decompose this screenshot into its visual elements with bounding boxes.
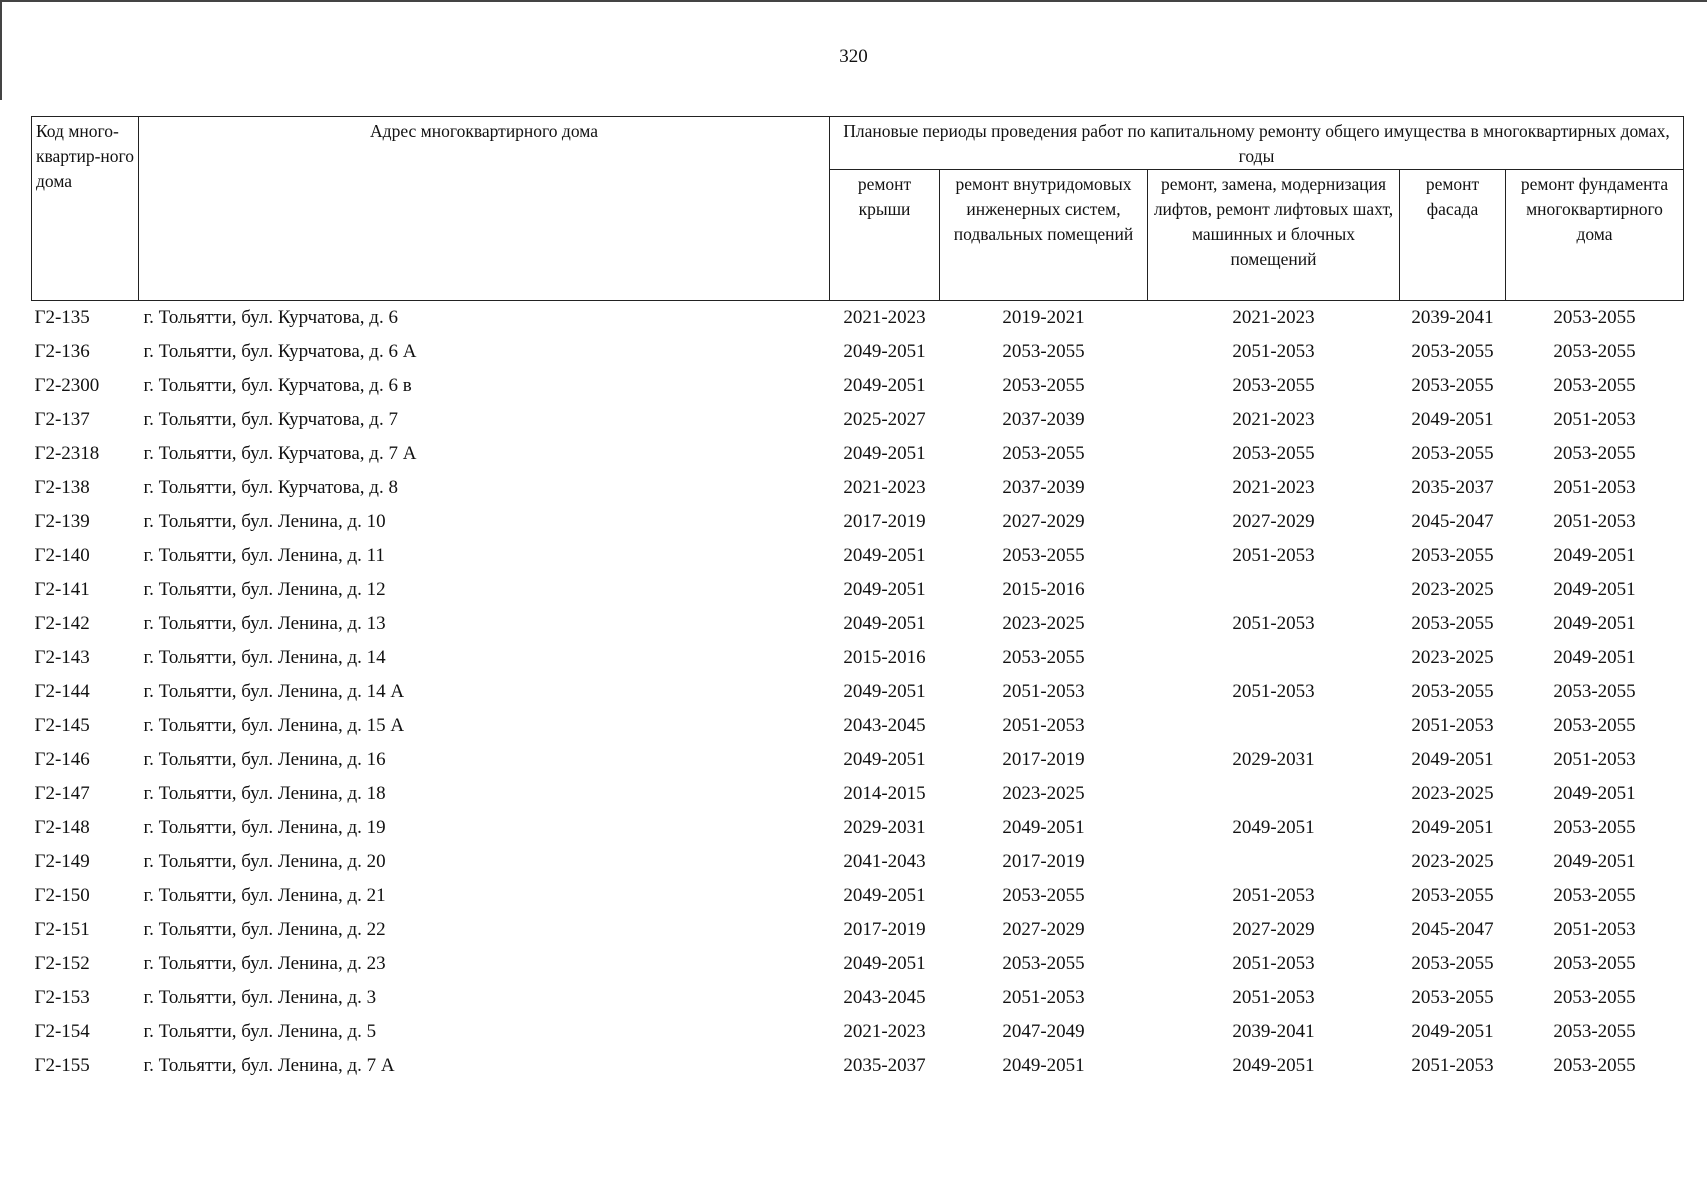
- cell-engineering: 2053-2055: [1002, 545, 1085, 566]
- cell-address: г. Тольятти, бул. Ленина, д. 12: [143, 579, 386, 600]
- cell-code: Г2-141: [34, 579, 90, 600]
- cell-elevators: 2027-2029: [1232, 511, 1315, 532]
- cell-engineering: 2053-2055: [1002, 647, 1085, 668]
- cell-elevators: 2051-2053: [1232, 681, 1315, 702]
- cell-engineering: 2037-2039: [1002, 409, 1085, 430]
- cell-engineering: 2017-2019: [1002, 749, 1085, 770]
- cell-code: Г2-154: [34, 1021, 90, 1042]
- cell-foundation: 2051-2053: [1553, 477, 1636, 498]
- cell-foundation: 2053-2055: [1553, 817, 1636, 838]
- table-row: [32, 947, 1684, 981]
- cell-address: г. Тольятти, бул. Курчатова, д. 7: [143, 409, 398, 430]
- cell-elevators: 2049-2051: [1232, 1055, 1315, 1076]
- cell-roof: 2049-2051: [843, 545, 926, 566]
- cell-engineering: 2051-2053: [1002, 681, 1085, 702]
- cell-foundation: 2053-2055: [1553, 681, 1636, 702]
- cell-address: г. Тольятти, бул. Курчатова, д. 6 А: [143, 341, 417, 362]
- cell-facade: 2023-2025: [1411, 783, 1494, 804]
- cell-foundation: 2051-2053: [1553, 919, 1636, 940]
- table-row: [32, 981, 1684, 1015]
- header-foundation: ремонт фундамента многоквартирного дома: [1506, 170, 1684, 301]
- table-row: [32, 573, 1684, 607]
- cell-facade: 2051-2053: [1411, 715, 1494, 736]
- cell-code: Г2-148: [34, 817, 90, 838]
- cell-engineering: 2051-2053: [1002, 987, 1085, 1008]
- cell-engineering: 2047-2049: [1002, 1021, 1085, 1042]
- cell-roof: 2043-2045: [843, 715, 926, 736]
- cell-facade: 2053-2055: [1411, 987, 1494, 1008]
- cell-code: Г2-145: [34, 715, 90, 736]
- cell-elevators: 2051-2053: [1232, 987, 1315, 1008]
- cell-address: г. Тольятти, бул. Курчатова, д. 7 А: [143, 443, 417, 464]
- cell-foundation: 2051-2053: [1553, 511, 1636, 532]
- header-address: Адрес многоквартирного дома: [139, 117, 830, 301]
- cell-address: г. Тольятти, бул. Курчатова, д. 8: [143, 477, 398, 498]
- cell-elevators: [1148, 777, 1400, 811]
- capital-repair-table: [31, 116, 1684, 1083]
- cell-address: г. Тольятти, бул. Ленина, д. 16: [143, 749, 386, 770]
- table-row: [32, 335, 1684, 369]
- cell-address: г. Тольятти, бул. Ленина, д. 7 А: [143, 1055, 395, 1076]
- cell-address: г. Тольятти, бул. Ленина, д. 5: [143, 1021, 377, 1042]
- table-row: [32, 301, 1684, 336]
- cell-roof: 2021-2023: [843, 307, 926, 328]
- table-row: [32, 845, 1684, 879]
- table-row: [32, 879, 1684, 913]
- cell-facade: 2053-2055: [1411, 885, 1494, 906]
- cell-engineering: 2023-2025: [1002, 613, 1085, 634]
- cell-foundation: 2053-2055: [1553, 885, 1636, 906]
- cell-address: г. Тольятти, бул. Ленина, д. 20: [143, 851, 386, 872]
- cell-foundation: 2053-2055: [1553, 307, 1636, 328]
- cell-code: Г2-149: [34, 851, 90, 872]
- cell-engineering: 2017-2019: [1002, 851, 1085, 872]
- cell-roof: 2049-2051: [843, 579, 926, 600]
- cell-engineering: 2053-2055: [1002, 953, 1085, 974]
- cell-roof: 2025-2027: [843, 409, 926, 430]
- table-row: [32, 1015, 1684, 1049]
- table-row: [32, 913, 1684, 947]
- table-row: [32, 675, 1684, 709]
- cell-address: г. Тольятти, бул. Ленина, д. 11: [143, 545, 385, 566]
- cell-foundation: 2053-2055: [1553, 375, 1636, 396]
- cell-foundation: 2053-2055: [1553, 341, 1636, 362]
- cell-roof: 2041-2043: [843, 851, 926, 872]
- cell-elevators: 2051-2053: [1232, 885, 1315, 906]
- cell-foundation: 2053-2055: [1553, 715, 1636, 736]
- cell-facade: 2049-2051: [1411, 409, 1494, 430]
- cell-facade: 2039-2041: [1411, 307, 1494, 328]
- cell-foundation: 2049-2051: [1553, 545, 1636, 566]
- cell-elevators: 2053-2055: [1232, 375, 1315, 396]
- cell-address: г. Тольятти, бул. Ленина, д. 23: [143, 953, 386, 974]
- cell-foundation: 2053-2055: [1553, 953, 1636, 974]
- header-roof: ремонт крыши: [830, 170, 940, 301]
- cell-elevators: 2021-2023: [1232, 307, 1315, 328]
- cell-code: Г2-137: [34, 409, 90, 430]
- cell-foundation: 2053-2055: [1553, 1021, 1636, 1042]
- cell-roof: 2021-2023: [843, 477, 926, 498]
- cell-code: Г2-151: [34, 919, 90, 940]
- cell-facade: 2053-2055: [1411, 681, 1494, 702]
- cell-address: г. Тольятти, бул. Курчатова, д. 6 в: [143, 375, 412, 396]
- cell-code: Г2-138: [34, 477, 90, 498]
- cell-facade: 2053-2055: [1411, 443, 1494, 464]
- cell-code: Г2-2318: [34, 443, 100, 464]
- cell-facade: 2053-2055: [1411, 953, 1494, 974]
- cell-elevators: 2021-2023: [1232, 409, 1315, 430]
- cell-elevators: 2051-2053: [1232, 953, 1315, 974]
- table-row: [32, 403, 1684, 437]
- cell-code: Г2-150: [34, 885, 90, 906]
- cell-address: г. Тольятти, бул. Ленина, д. 22: [143, 919, 386, 940]
- cell-foundation: 2049-2051: [1553, 613, 1636, 634]
- cell-code: Г2-155: [34, 1055, 90, 1076]
- cell-roof: 2049-2051: [843, 885, 926, 906]
- cell-elevators: 2051-2053: [1232, 545, 1315, 566]
- cell-engineering: 2053-2055: [1002, 443, 1085, 464]
- header-facade: ремонт фасада: [1400, 170, 1506, 301]
- cell-roof: 2049-2051: [843, 953, 926, 974]
- cell-address: г. Тольятти, бул. Курчатова, д. 6: [143, 307, 398, 328]
- header-planned-periods: Плановые периоды проведения работ по капитальному ремонту общего имущества в многоквартирных домах, годы: [830, 117, 1684, 170]
- cell-roof: 2049-2051: [843, 749, 926, 770]
- table-row: [32, 369, 1684, 403]
- table-row: [32, 539, 1684, 573]
- cell-roof: 2017-2019: [843, 511, 926, 532]
- cell-code: Г2-146: [34, 749, 90, 770]
- cell-elevators: 2039-2041: [1232, 1021, 1315, 1042]
- table-row: [32, 743, 1684, 777]
- cell-code: Г2-152: [34, 953, 90, 974]
- cell-foundation: 2049-2051: [1553, 783, 1636, 804]
- cell-roof: 2049-2051: [843, 375, 926, 396]
- cell-address: г. Тольятти, бул. Ленина, д. 18: [143, 783, 386, 804]
- cell-roof: 2049-2051: [843, 341, 926, 362]
- cell-foundation: 2049-2051: [1553, 851, 1636, 872]
- cell-elevators: 2049-2051: [1232, 817, 1315, 838]
- cell-address: г. Тольятти, бул. Ленина, д. 14: [143, 647, 386, 668]
- table-body: [32, 301, 1684, 1084]
- cell-roof: 2021-2023: [843, 1021, 926, 1042]
- cell-code: Г2-143: [34, 647, 90, 668]
- cell-engineering: 2023-2025: [1002, 783, 1085, 804]
- cell-facade: 2053-2055: [1411, 613, 1494, 634]
- cell-foundation: 2051-2053: [1553, 409, 1636, 430]
- cell-elevators: [1148, 709, 1400, 743]
- header-code: Код много-квартир-ного дома: [32, 117, 139, 301]
- cell-elevators: [1148, 573, 1400, 607]
- cell-facade: 2053-2055: [1411, 545, 1494, 566]
- cell-address: г. Тольятти, бул. Ленина, д. 19: [143, 817, 386, 838]
- table-row: [32, 811, 1684, 845]
- cell-code: Г2-2300: [34, 375, 100, 396]
- table-row: [32, 607, 1684, 641]
- cell-code: Г2-139: [34, 511, 90, 532]
- scan-edge-top: [0, 0, 1707, 2]
- cell-address: г. Тольятти, бул. Ленина, д. 15 А: [143, 715, 405, 736]
- cell-engineering: 2027-2029: [1002, 919, 1085, 940]
- cell-address: г. Тольятти, бул. Ленина, д. 3: [143, 987, 377, 1008]
- cell-roof: 2043-2045: [843, 987, 926, 1008]
- cell-facade: 2045-2047: [1411, 511, 1494, 532]
- cell-engineering: 2027-2029: [1002, 511, 1085, 532]
- cell-address: г. Тольятти, бул. Ленина, д. 10: [143, 511, 386, 532]
- cell-facade: 2049-2051: [1411, 1021, 1494, 1042]
- cell-code: Г2-144: [34, 681, 90, 702]
- cell-elevators: 2021-2023: [1232, 477, 1315, 498]
- cell-roof: 2015-2016: [843, 647, 926, 668]
- cell-roof: 2017-2019: [843, 919, 926, 940]
- header-elevators: ремонт, замена, модернизация лифтов, ремонт лифтовых шахт, машинных и блочных помещений: [1148, 170, 1400, 301]
- cell-elevators: 2051-2053: [1232, 613, 1315, 634]
- table-row: [32, 709, 1684, 743]
- cell-address: г. Тольятти, бул. Ленина, д. 14 А: [143, 681, 405, 702]
- table-row: [32, 777, 1684, 811]
- cell-facade: 2045-2047: [1411, 919, 1494, 940]
- cell-facade: 2049-2051: [1411, 817, 1494, 838]
- cell-facade: 2023-2025: [1411, 579, 1494, 600]
- table-row: [32, 471, 1684, 505]
- cell-code: Г2-153: [34, 987, 90, 1008]
- cell-elevators: 2051-2053: [1232, 341, 1315, 362]
- cell-elevators: 2053-2055: [1232, 443, 1315, 464]
- table-row: [32, 641, 1684, 675]
- cell-code: Г2-140: [34, 545, 90, 566]
- table-row: [32, 1049, 1684, 1083]
- cell-engineering: 2053-2055: [1002, 885, 1085, 906]
- page-number: 320: [839, 46, 868, 67]
- cell-elevators: [1148, 641, 1400, 675]
- cell-engineering: 2049-2051: [1002, 1055, 1085, 1076]
- table-row: [32, 437, 1684, 471]
- cell-roof: 2029-2031: [843, 817, 926, 838]
- cell-foundation: 2053-2055: [1553, 1055, 1636, 1076]
- cell-foundation: 2049-2051: [1553, 647, 1636, 668]
- cell-facade: 2035-2037: [1411, 477, 1494, 498]
- cell-roof: 2049-2051: [843, 443, 926, 464]
- table-row: [32, 505, 1684, 539]
- cell-facade: 2053-2055: [1411, 375, 1494, 396]
- cell-address: г. Тольятти, бул. Ленина, д. 21: [143, 885, 386, 906]
- header-engineering: ремонт внутридомовых инженерных систем, подвальных помещений: [940, 170, 1148, 301]
- cell-engineering: 2053-2055: [1002, 341, 1085, 362]
- cell-code: Г2-136: [34, 341, 90, 362]
- cell-facade: 2051-2053: [1411, 1055, 1494, 1076]
- cell-facade: 2023-2025: [1411, 851, 1494, 872]
- cell-engineering: 2019-2021: [1002, 307, 1085, 328]
- cell-elevators: 2029-2031: [1232, 749, 1315, 770]
- cell-elevators: 2027-2029: [1232, 919, 1315, 940]
- cell-roof: 2049-2051: [843, 613, 926, 634]
- cell-address: г. Тольятти, бул. Ленина, д. 13: [143, 613, 386, 634]
- cell-foundation: 2053-2055: [1553, 443, 1636, 464]
- cell-facade: 2023-2025: [1411, 647, 1494, 668]
- cell-roof: 2014-2015: [843, 783, 926, 804]
- cell-foundation: 2051-2053: [1553, 749, 1636, 770]
- cell-engineering: 2053-2055: [1002, 375, 1085, 396]
- cell-roof: 2035-2037: [843, 1055, 926, 1076]
- cell-code: Г2-135: [34, 307, 90, 328]
- cell-engineering: 2049-2051: [1002, 817, 1085, 838]
- cell-engineering: 2015-2016: [1002, 579, 1085, 600]
- cell-elevators: [1148, 845, 1400, 879]
- cell-roof: 2049-2051: [843, 681, 926, 702]
- cell-foundation: 2049-2051: [1553, 579, 1636, 600]
- cell-code: Г2-142: [34, 613, 90, 634]
- cell-foundation: 2053-2055: [1553, 987, 1636, 1008]
- cell-engineering: 2051-2053: [1002, 715, 1085, 736]
- cell-code: Г2-147: [34, 783, 90, 804]
- cell-facade: 2049-2051: [1411, 749, 1494, 770]
- cell-engineering: 2037-2039: [1002, 477, 1085, 498]
- cell-facade: 2053-2055: [1411, 341, 1494, 362]
